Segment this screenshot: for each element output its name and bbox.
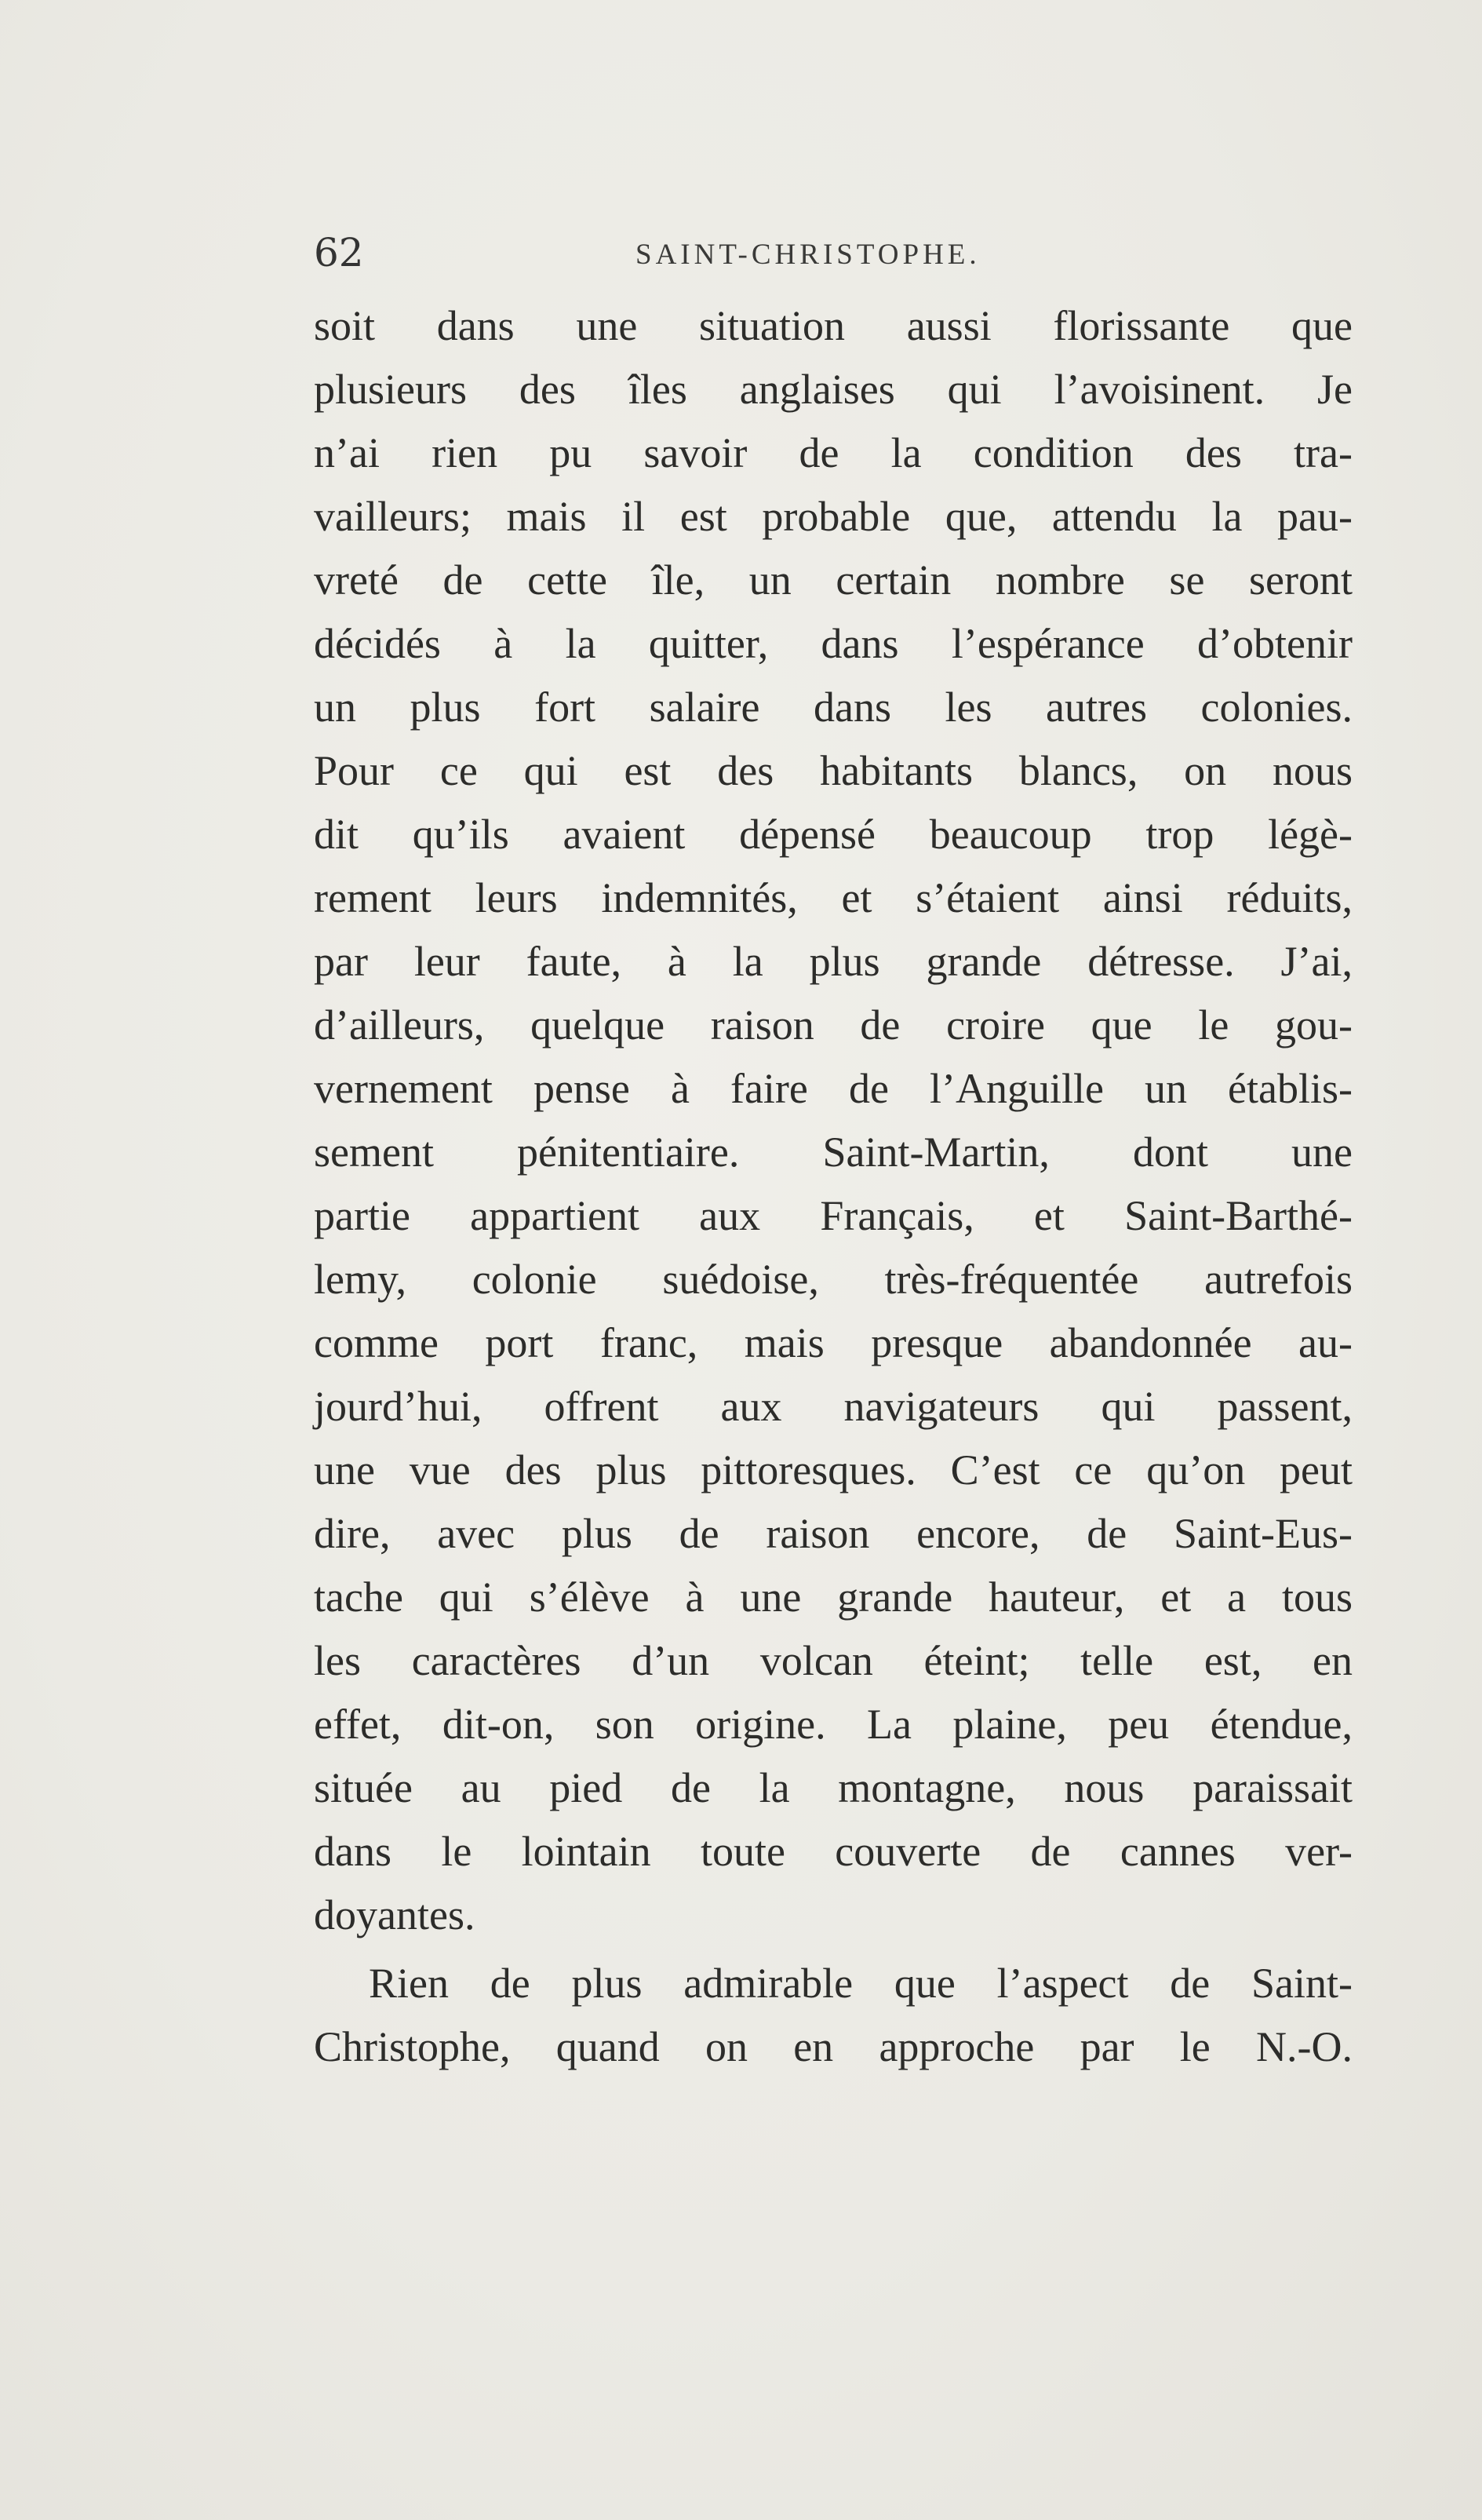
page-header — [314, 229, 1353, 276]
text-line: rement leurs indemnités, et s’étaient ainsi réduits, — [314, 874, 1353, 921]
body-text — [314, 294, 1353, 2079]
text-line: les caractères d’un volcan éteint; telle est, en — [314, 1637, 1353, 1684]
text-line: n’ai rien pu savoir de la condition des tra- — [314, 429, 1353, 476]
text-line: doyantes. — [314, 1891, 475, 1938]
text-line: dans le lointain toute couverte de cannes ver- — [314, 1828, 1353, 1875]
text-line: partie appartient aux Français, et Saint-Barthé- — [314, 1192, 1353, 1239]
text-line: jourd’hui, offrent aux navigateurs qui passent, — [314, 1383, 1353, 1430]
text-line: Christophe, quand on en approche par le N.-O. — [314, 2023, 1353, 2070]
text-line: d’ailleurs, quelque raison de croire que le gou- — [314, 1001, 1353, 1048]
text-line: une vue des plus pittoresques. C’est ce qu’on peut — [314, 1446, 1353, 1493]
text-line: vreté de cette île, un certain nombre se seront — [314, 556, 1353, 604]
text-line: vailleurs; mais il est probable que, attendu la pau- — [314, 493, 1353, 540]
running-head: SAINT-CHRISTOPHE. — [635, 239, 981, 271]
text-line: tache qui s’élève à une grande hauteur, et a tous — [314, 1574, 1353, 1621]
text-line: lemy, colonie suédoise, très-fréquentée autrefois — [314, 1256, 1353, 1303]
text-line: Pour ce qui est des habitants blancs, on nous — [314, 747, 1353, 794]
text-line: sement pénitentiaire. Saint-Martin, dont une — [314, 1129, 1353, 1176]
text-line: décidés à la quitter, dans l’espérance d’obtenir — [314, 620, 1353, 667]
text-line: dire, avec plus de raison encore, de Saint-Eus- — [314, 1510, 1353, 1557]
text-line: Rien de plus admirable que l’aspect de Saint- — [369, 1960, 1353, 2007]
text-line: située au pied de la montagne, nous paraissait — [314, 1764, 1353, 1811]
text-line: comme port franc, mais presque abandonnée au- — [314, 1319, 1353, 1366]
text-line: vernement pense à faire de l’Anguille un établis- — [314, 1065, 1353, 1112]
paragraph-2 — [314, 1952, 1353, 2079]
text-line: un plus fort salaire dans les autres colonies. — [314, 684, 1353, 731]
paragraph-1 — [314, 294, 1353, 1947]
text-line: par leur faute, à la plus grande détresse. J’ai, — [314, 938, 1353, 985]
page-number: 62 — [314, 230, 364, 275]
text-line: plusieurs des îles anglaises qui l’avoisinent. Je — [314, 366, 1353, 413]
text-line: dit qu’ils avaient dépensé beaucoup trop légè- — [314, 811, 1353, 858]
text-line: soit dans une situation aussi florissante que — [314, 302, 1353, 349]
text-line: effet, dit-on, son origine. La plaine, peu étendue, — [314, 1701, 1353, 1748]
